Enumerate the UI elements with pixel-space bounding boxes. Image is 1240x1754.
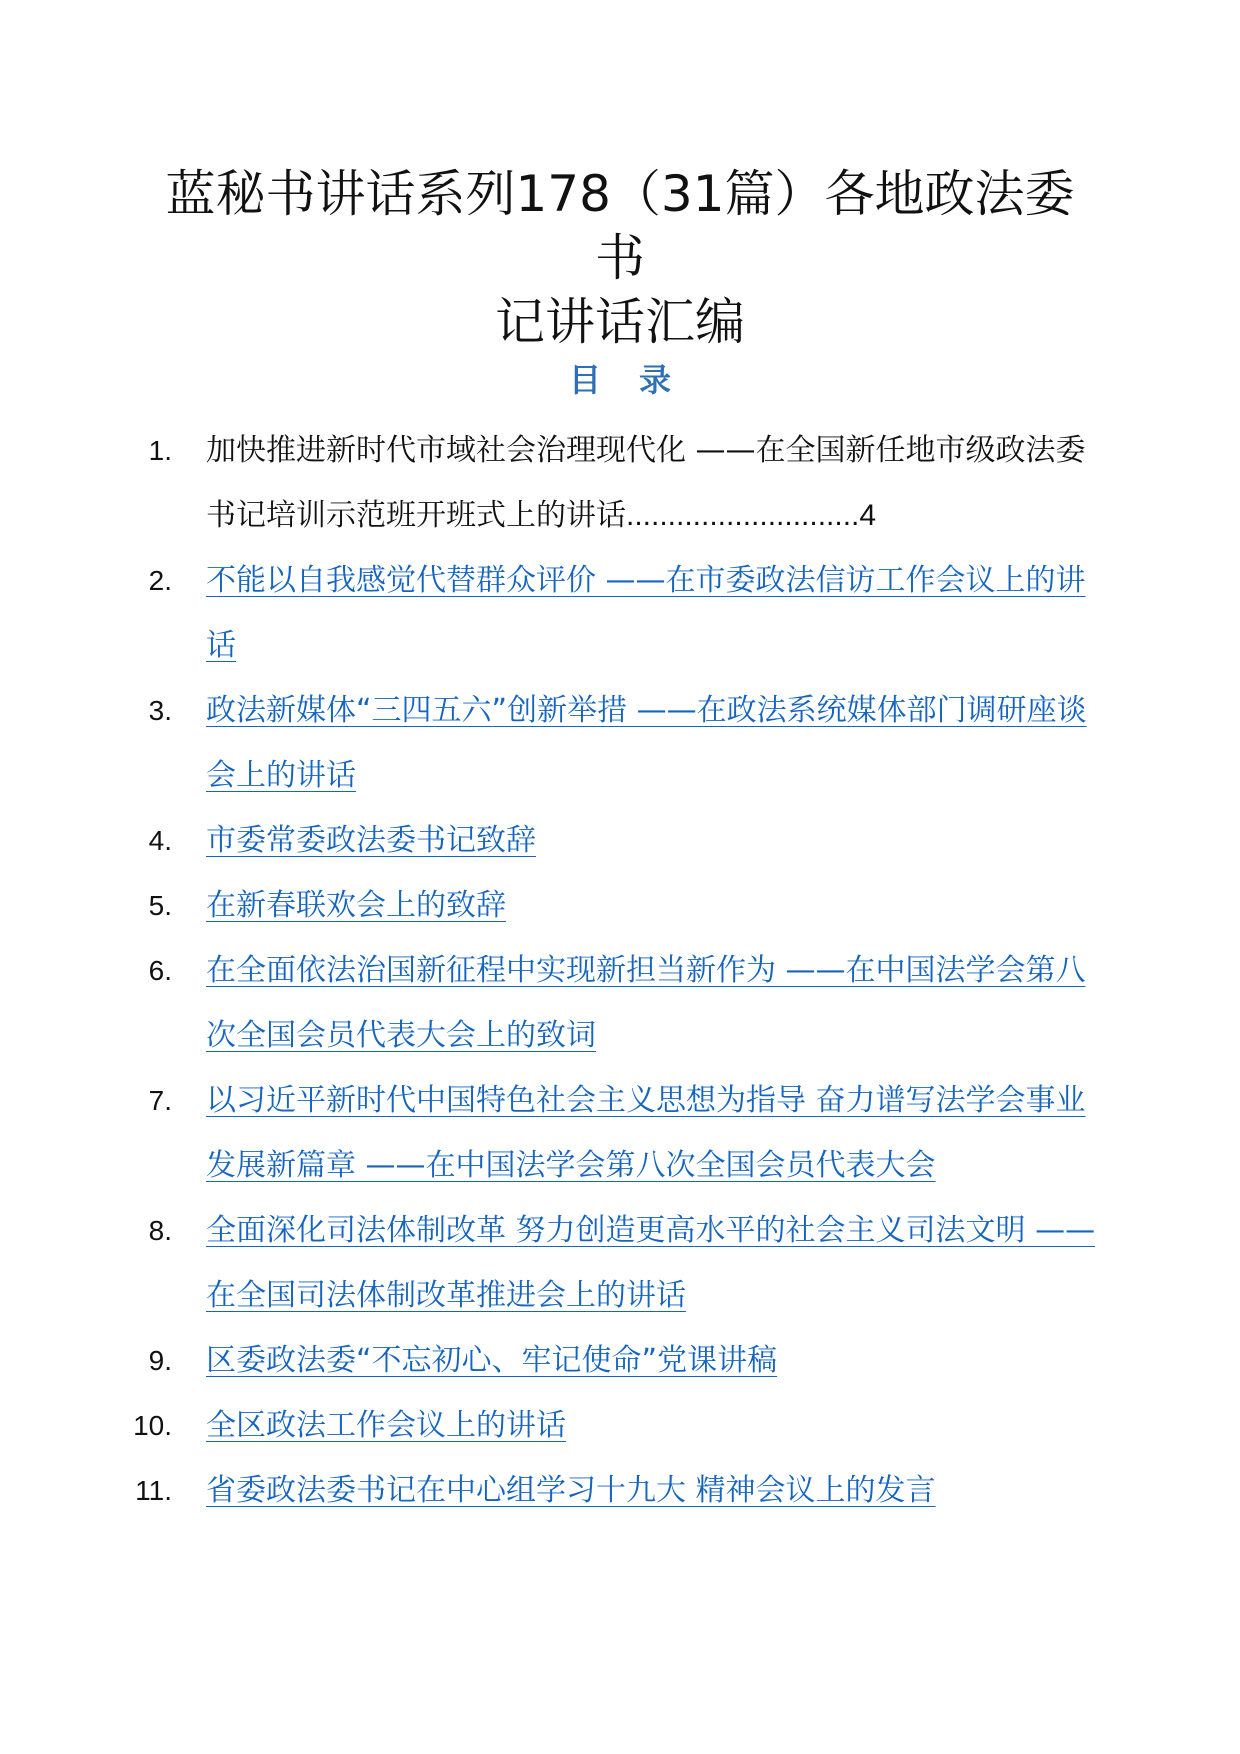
document-title <box>160 162 1080 354</box>
toc-heading-char-2: 录 <box>639 361 672 399</box>
toc-dot-leader: ............................ <box>626 499 860 532</box>
toc-heading <box>0 355 1240 401</box>
toc-entry[interactable] <box>0 873 1240 938</box>
toc-entry <box>0 418 1240 548</box>
toc-entry-number: 7. <box>148 1085 172 1116</box>
toc-entry-title: 在全面依法治国新征程中实现新担当新作为 ——在中国法学会第八次全国会员代表大会上的致词 <box>206 953 1086 1053</box>
toc-entry-title: 省委政法委书记在中心组学习十九大 精神会议上的发言 <box>206 1473 936 1508</box>
toc-entry[interactable] <box>0 808 1240 873</box>
toc-heading-char-1: 目 <box>568 361 601 399</box>
toc-entry[interactable] <box>0 1198 1240 1328</box>
toc-entry-number: 6. <box>148 955 172 986</box>
toc-entry-title: 市委常委政法委书记致辞 <box>206 823 536 858</box>
toc-entry-text <box>206 418 1106 548</box>
toc-entry[interactable] <box>0 1068 1240 1198</box>
toc-entry-link[interactable] <box>206 1393 1106 1458</box>
toc-entry-link[interactable] <box>206 1458 1106 1523</box>
toc-entry-link[interactable] <box>206 548 1106 678</box>
toc-entry-number: 8. <box>148 1215 172 1246</box>
title-line-1: 蓝秘书讲话系列178（31篇）各地政法委书 <box>165 165 1075 287</box>
toc-entry-link[interactable] <box>206 1328 1106 1393</box>
toc-entry[interactable] <box>0 678 1240 808</box>
toc-entry-number: 11. <box>135 1475 172 1506</box>
toc-entry[interactable] <box>0 1328 1240 1393</box>
toc-entry[interactable] <box>0 1393 1240 1458</box>
toc-entry-number: 2. <box>148 565 172 596</box>
toc-entry-link[interactable] <box>206 1198 1106 1328</box>
toc-entry-number: 5. <box>148 890 172 921</box>
toc-entry-title: 全区政法工作会议上的讲话 <box>206 1408 566 1443</box>
toc-entry-title: 在新春联欢会上的致辞 <box>206 888 506 923</box>
toc-entry-link[interactable] <box>206 678 1106 808</box>
toc-entry[interactable] <box>0 1458 1240 1523</box>
toc-entry-number: 10. <box>133 1410 172 1441</box>
toc-entry[interactable] <box>0 938 1240 1068</box>
toc-entry-title: 区委政法委“不忘初心、牢记使命”党课讲稿 <box>206 1343 778 1378</box>
title-line-2: 记讲话汇编 <box>495 293 745 351</box>
toc-entry-title: 不能以自我感觉代替群众评价 ——在市委政法信访工作会议上的讲话 <box>206 563 1086 663</box>
toc-entry-title: 以习近平新时代中国特色社会主义思想为指导 奋力谱写法学会事业发展新篇章 ——在中国法学会第八次全国会员代表大会 <box>206 1083 1086 1183</box>
toc-entry-link[interactable] <box>206 1068 1106 1198</box>
toc-entry-number: 3. <box>148 695 172 726</box>
toc-entry-title: 全面深化司法体制改革 努力创造更高水平的社会主义司法文明 ——在全国司法体制改革推进会上的讲话 <box>206 1213 1096 1313</box>
toc-entry-number: 4. <box>148 825 172 856</box>
table-of-contents <box>0 418 1240 1523</box>
toc-entry-number: 9. <box>148 1345 172 1376</box>
toc-entry[interactable] <box>0 548 1240 678</box>
toc-entry-link[interactable] <box>206 938 1106 1068</box>
toc-entry-title: 加快推进新时代市域社会治理现代化 ——在全国新任地市级政法委书记培训示范班开班式上的讲话 <box>206 433 1086 533</box>
toc-entry-title: 政法新媒体“三四五六”创新举措 ——在政法系统媒体部门调研座谈会上的讲话 <box>206 693 1087 793</box>
toc-entry-link[interactable] <box>206 873 1106 938</box>
toc-entry-number: 1. <box>148 435 172 466</box>
toc-page-number: 4 <box>859 499 877 532</box>
toc-entry-link[interactable] <box>206 808 1106 873</box>
